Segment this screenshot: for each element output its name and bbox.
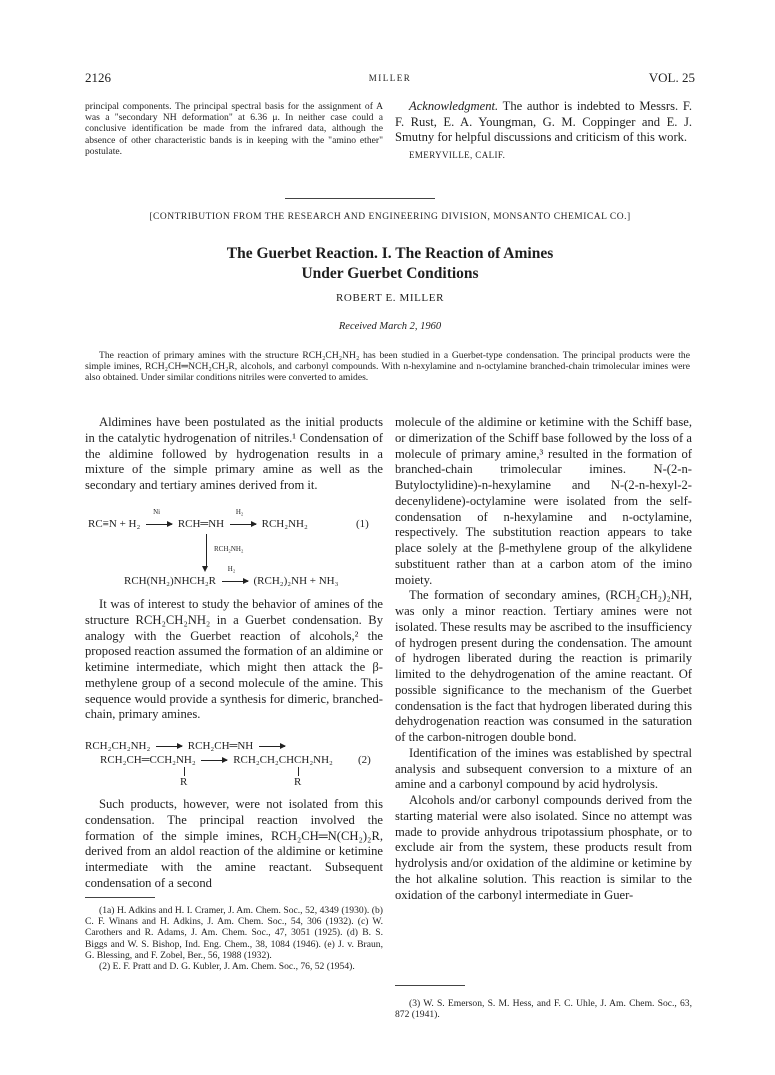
eq2-substituent-1: R (180, 776, 188, 788)
volume-label: VOL. 25 (648, 70, 695, 85)
eq1-primary-amine: RCH₂NH₂ (261, 518, 308, 530)
right-footnote-rule (395, 985, 465, 986)
eq2-branched-amine: RCH₂CH₂CHCH₂NH₂ (233, 754, 333, 766)
left-para-3: Such products, however, were not isolated from this condensation. The principal reaction involved the formation of the simple imines, RCH₂CH═N(CH₂)₂R, derived from an aldol reaction of the aldimine or ketimine intermediate with the amine reactant. Subsequent condensation of a second (85, 797, 383, 890)
eq2-arrow-3 (201, 760, 227, 761)
eq1-arrow-2 (230, 524, 256, 525)
prev-article-left-text: principal components. The principal spectral basis for the assignment of A was a "secondary NH deformation" at 6.36 μ. In neither case could a conclusive identification be made from the infrared data, although the absence of other characteristic bands is in keeping with the "amino ether" postulate. (85, 101, 383, 157)
eq2-amine: RCH₂CH₂NH₂ (85, 740, 151, 752)
running-head (85, 70, 695, 88)
separator-rule (285, 198, 435, 199)
eq1-side-reagent: RCH₂NH₂ (214, 545, 244, 553)
page-number: 2126 (85, 70, 111, 85)
eq2-bond-1 (184, 767, 185, 776)
eq1-catalyst-h2: H₂ (235, 508, 244, 516)
eq1-arrow-1 (146, 524, 172, 525)
eq2-bond-2 (298, 767, 299, 776)
left-footnote-rule (85, 897, 155, 898)
equation-2-line-1 (85, 740, 288, 752)
eq2-aldimine: RCH₂CH═NH (187, 740, 254, 752)
equation-2-line-2 (100, 754, 333, 766)
eq1-aldimine: RCH═NH (177, 518, 225, 530)
acknowledgment-label: Acknowledgment. (409, 99, 499, 113)
eq2-arrow-2 (259, 746, 285, 747)
eq1-reactant: RC≡N + H₂ (88, 518, 141, 530)
equation-1-line-2 (124, 565, 339, 587)
right-para-2: The formation of secondary amines, (RCH₂CH₂)₂NH, was only a minor reaction. Tertiary amines were not isolated. These results may be ascribed to the insufficiency of hydrogen present during the condensation. The amount of hydrogen liberated during the reaction is primarily limited to the dehydrogenation of the amine reactant. Of possible significance to the mechanism of the Guerbet condensation is the fact that hydrogen liberated during this dehydrogenation reaction was consumed in the saturation of the carbon-nitrogen double bond. (395, 588, 692, 744)
eq2-arrow-1 (156, 746, 182, 747)
acknowledgment (395, 99, 692, 163)
right-footnotes (395, 998, 692, 1020)
signature: EMERYVILLE, CALIF. (409, 149, 506, 160)
left-para-2: It was of interest to study the behavior of amines of the structure RCH₂CH₂NH₂ in a Guerbet condensation. By analogy with the Guerbet reaction of alcohols,² the proposed reaction assumed the formation of an aldimine or ketimine intermediate, which might then attack the β-methylene group of a second molecule of the amine. This sequence would provide a synthesis for dimeric, branched-chain, primary amines. (85, 597, 383, 722)
eq2-unsaturated-amine: RCH₂CH═CCH₂NH₂ (100, 754, 196, 766)
footnote-2: (2) E. F. Pratt and D. G. Kubler, J. Am. Chem. Soc., 76, 52 (1954). (99, 961, 355, 973)
equation-1-line-1 (88, 508, 308, 530)
acknowledgment-text: The author is indebted to Messrs. F. F. Rust, E. A. Youngman, G. M. Coppinger and E. J. Smutny for helpful discussions and criticism of this work. (395, 99, 692, 144)
title-line-1: The Guerbet Reaction. I. The Reaction of Amines (226, 245, 554, 262)
footnote-1: (1a) H. Adkins and H. I. Cramer, J. Am. Chem. Soc., 52, 4349 (1930). (b) C. F. Winans and H. Adkins, J. Am. Chem. Soc., 54, 306 (1932). (c) W. Carothers and R. Adams, J. Am. Chem. Soc., 47, 3051 (1925). (d) B. S. Biggs and W. S. Bishop, Ind. Eng. Chem., 38, 1084 (1946). (e) J. v. Braun, G. Blessing, and F. Zobel, Ber., 56, 1988 (1932). (85, 905, 383, 961)
eq1-aminal: RCH(NH₂)NHCH₂R (124, 575, 217, 587)
eq1-vertical-arrow (206, 534, 207, 568)
article-title (85, 244, 695, 284)
contribution-note: [CONTRIBUTION FROM THE RESEARCH AND ENGINEERING DIVISION, MONSANTO CHEMICAL CO.] (149, 212, 631, 222)
eq1-arrow-3 (222, 581, 248, 582)
title-line-2: Under Guerbet Conditions (301, 265, 479, 282)
eq2-substituent-2: R (294, 776, 302, 788)
equation-2-number: (2) (358, 754, 371, 766)
eq1-products: (RCH₂)₂NH + NH₃ (253, 575, 339, 587)
abstract: The reaction of primary amines with the structure RCH₂CH₂NH₂ has been studied in a Guerbet-type condensation. The principal products were the simple imines, RCH₂CH═NCH₂CH₂R, alcohols, and carbonyl compounds. With n-hexylamine and n-octylamine branched-chain trimolecular imines were also obtained. Under similar conditions nitriles were converted to amides. (85, 350, 690, 384)
right-column-text (395, 415, 692, 903)
right-para-3: Identification of the imines was established by spectral analysis and subsequent conversion to a mixture of an amine and a carbonyl compound by acid hydrolysis. (395, 745, 692, 792)
received-date: Received March 2, 1960 (338, 321, 442, 332)
running-head-author: MILLER (368, 73, 412, 83)
right-para-1: molecule of the aldimine or ketimine with the Schiff base, or dimerization of the Schiff base followed by the loss of a molecule of primary amine,³ resulted in the formation of branched-chain trimolecular imines. N-(2-n-Butyloctylidine)-n-hexylamine and N-(2-n-hexyl-2-decenylidene)-octylamine were isolated from the self-condensation of n-hexylamine and n-octylamine, respectively. The substitution reaction appears to take place solely at the β-methylene group of the alkylidene substituent rather than at a carbon atom of the imino moiety. (395, 415, 692, 587)
left-footnotes (85, 905, 383, 972)
eq1-vertical-arrowhead (202, 566, 208, 572)
equation-1-number: (1) (356, 518, 369, 530)
eq1-catalyst-ni: Ni (153, 508, 161, 516)
footnote-3: (3) W. S. Emerson, S. M. Hess, and F. C. Uhle, J. Am. Chem. Soc., 63, 872 (1941). (395, 998, 692, 1021)
author-byline: ROBERT E. MILLER (335, 292, 445, 304)
eq1-catalyst-h2b: H₂ (227, 565, 236, 573)
left-para-1: Aldimines have been postulated as the initial products in the catalytic hydrogenation of nitriles.¹ Condensation of the aldimine followed by hydrogenation results in a mixture of the simple primary amine as well as the secondary and tertiary amines derived from it. (85, 415, 383, 492)
right-para-4: Alcohols and/or carbonyl compounds derived from the starting material were also isolated. Since no attempt was made to provide anhydrous tripotassium phosphate, or to exclude air from the system, these products result from hydrolysis and/or oxidation of the aldimine or ketimine by the hot alkaline solution. This reaction is similar to the oxidation of the carbonyl intermediate in Guer- (395, 793, 692, 902)
